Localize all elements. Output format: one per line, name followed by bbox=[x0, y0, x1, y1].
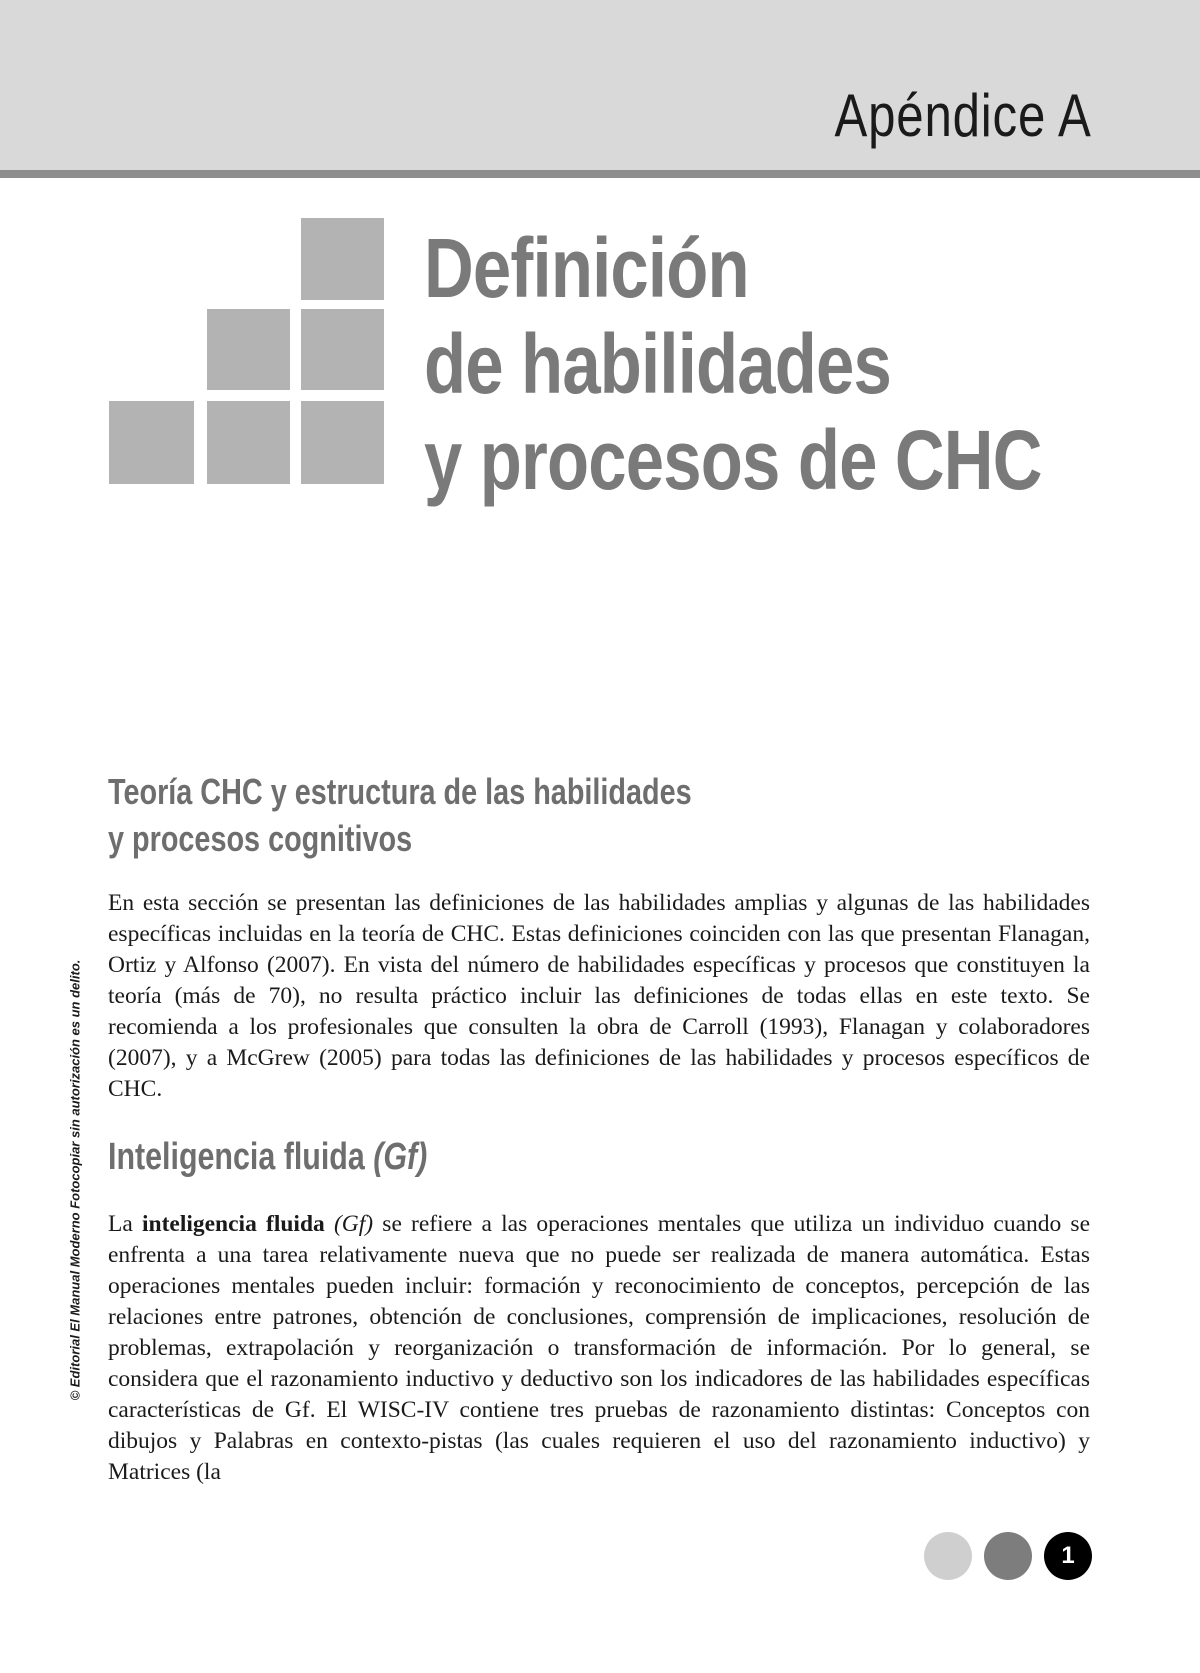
subsection-heading-text: Inteligencia fluida bbox=[108, 1136, 365, 1178]
para-abbr: (Gf) bbox=[333, 1211, 374, 1237]
intro-paragraph: En esta sección se presentan las definiciones de las habilidades amplias y algunas de las habilidades específicas incluidas en la teoría de CHC. Estas definiciones coinciden con las que presentan Flanagan, Ortiz y Alfonso (2007). En vista del número de habilidades específicas y procesos que constituyen la teoría (más de 70), no resulta práctico incluir las definiciones de todas ellas en este texto. Se recomienda a los profesionales que consulten la obra de Carroll (1993), Flanagan y colaboradores (2007), y a McGrew (2005) para todas las definiciones de las habilidades y procesos específicos de CHC. bbox=[108, 890, 1090, 1102]
subsection-heading bbox=[108, 1133, 427, 1181]
subsection-heading-abbr: (Gf) bbox=[373, 1136, 428, 1178]
page-number: 1 bbox=[1044, 1532, 1092, 1580]
decor-square bbox=[301, 401, 384, 484]
fluid-intelligence-paragraph bbox=[108, 1209, 1090, 1488]
para-body: se refiere a las operaciones mentales que utiliza un individuo cuando se enfrenta a una tarea relativamente nueva que no puede ser realizada de manera automática. Estas operaciones mentales pueden incluir: formación y reconocimiento de conceptos, percepción de las relaciones entre patrones, obtención de conclusiones, comprensión de implicaciones, resolución de problemas, extrapolación y reorganización o transformación de información. Por lo general, se considera que el razonamiento inductivo y deductivo son los indicadores de las habilidades específicas características de Gf. El WISC-IV contiene tres pruebas de razonamiento distintas: Conceptos con dibujos y Palabras en contexto-pistas (las cuales requieren el uso del razonamiento inductivo) y Matrices (la bbox=[108, 1211, 1090, 1485]
decor-square bbox=[301, 309, 384, 390]
chapter-title-line: y procesos de CHC bbox=[424, 413, 1042, 507]
decor-square bbox=[109, 401, 194, 484]
section-heading bbox=[108, 768, 1008, 862]
decor-square bbox=[207, 309, 290, 390]
appendix-label: Apéndice A bbox=[834, 82, 1092, 149]
decor-square bbox=[207, 401, 290, 484]
decor-square bbox=[301, 218, 384, 300]
chapter-title bbox=[424, 220, 1144, 508]
section-heading-line: Teoría CHC y estructura de las habilidades bbox=[108, 771, 692, 812]
chapter-title-line: de habilidades bbox=[424, 317, 891, 411]
chapter-title-line: Definición bbox=[424, 221, 749, 315]
para-lead: La bbox=[108, 1211, 142, 1237]
section-heading-line: y procesos cognitivos bbox=[108, 818, 413, 859]
header-rule bbox=[0, 170, 1200, 178]
page-dot-light bbox=[924, 1532, 972, 1580]
page-dot-mid bbox=[984, 1532, 1032, 1580]
copyright-notice: © Editorial El Manual Moderno Fotocopiar sin autorización es un delito. bbox=[67, 959, 83, 1401]
para-term: inteligencia fluida bbox=[141, 1211, 325, 1237]
